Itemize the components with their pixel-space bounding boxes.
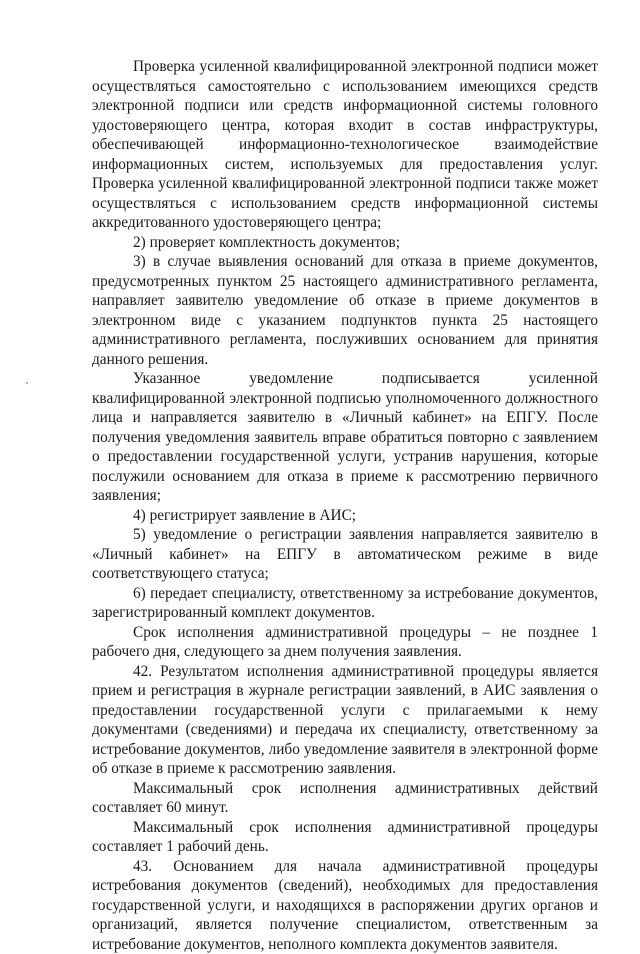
paragraph-item-2: 2) проверяет комплектность документов; bbox=[92, 233, 598, 253]
paragraph-clause-43: 43. Основанием для начала административной процедуры истребования документов (сведений), необходимых для предоставления государственной услуги, и находящихся в распоряжении других органов и организаций, является получение специалистом, ответственным за истребование документов, неполного комплекта документов заявителя. bbox=[92, 857, 598, 954]
paragraph-clause-42: 42. Результатом исполнения административной процедуры является прием и регистрация в журнале регистрации заявлений, в АИС заявления о предоставлении государственной услуги с прилагаемыми к нему документами (сведениями) и передача их специалисту, ответственному за истребование документов, либо уведомление заявителя в электронной форме об отказе в приеме к рассмотрению заявления. bbox=[92, 662, 598, 779]
paragraph-max-actions-term: Максимальный срок исполнения административных действий составляет 60 минут. bbox=[92, 779, 598, 818]
paragraph-procedure-term: Срок исполнения административной процедуры – не позднее 1 рабочего дня, следующего за днем получения заявления. bbox=[92, 623, 598, 662]
margin-speck bbox=[26, 382, 28, 384]
document-body bbox=[92, 57, 598, 954]
paragraph-notice-signing: Указанное уведомление подписывается усиленной квалифицированной электронной подписью уполномоченного должностного лица и направляется заявителю в «Личный кабинет» на ЕПГУ. После получения уведомления заявитель вправе обратиться повторно с заявлением о предоставлении государственной услуги, устранив нарушения, которые послужили основанием для отказа в приеме к рассмотрению первичного заявления; bbox=[92, 369, 598, 506]
paragraph-item-3: 3) в случае выявления оснований для отказа в приеме документов, предусмотренных пунктом 25 настоящего административного регламента, направляет заявителю уведомление об отказе в приеме документов в электронном виде с указанием подпунктов пункта 25 настоящего административного регламента, послуживших основанием для принятия данного решения. bbox=[92, 252, 598, 369]
paragraph-max-procedure-term: Максимальный срок исполнения административной процедуры составляет 1 рабочий день. bbox=[92, 818, 598, 857]
paragraph-item-4: 4) регистрирует заявление в АИС; bbox=[92, 506, 598, 526]
paragraph-item-5: 5) уведомление о регистрации заявления направляется заявителю в «Личный кабинет» на ЕПГУ в автоматическом режиме в виде соответствующего статуса; bbox=[92, 525, 598, 584]
paragraph-item-6: 6) передает специалисту, ответственному за истребование документов, зарегистрированный комплект документов. bbox=[92, 584, 598, 623]
paragraph-signature-verification: Проверка усиленной квалифицированной электронной подписи может осуществляться самостоятельно с использованием имеющихся средств электронной подписи или средств информационной системы головного удостоверяющего центра, которая входит в состав инфраструктуры, обеспечивающей информационно-технологическое взаимодействие информационных систем, используемых для предоставления услуг. Проверка усиленной квалифицированной электронной подписи также может осуществляться с использованием средств информационной системы аккредитованного удостоверяющего центра; bbox=[92, 57, 598, 233]
